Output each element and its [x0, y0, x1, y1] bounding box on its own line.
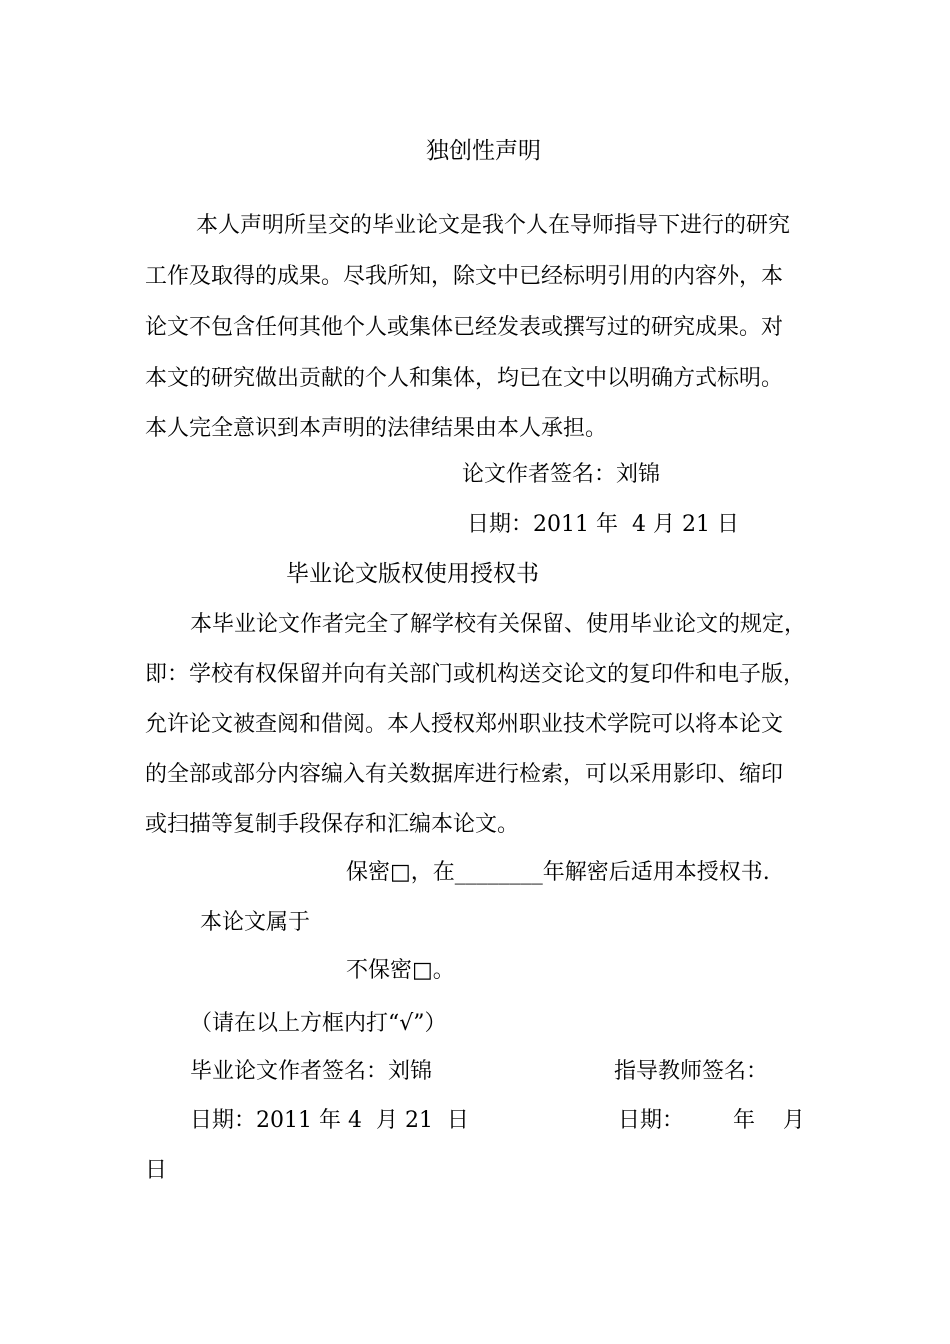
declaration-title: 独创性声明 [426, 138, 541, 164]
author-date: 日期：2011 年 4 月 21 日 [190, 1108, 469, 1133]
authorization-title: 毕业论文版权使用授权书 [286, 561, 539, 587]
checkbox-instruction: （请在以上方框内打“√”） [190, 1011, 447, 1036]
advisor-date-day: 日 [145, 1158, 168, 1183]
declaration-signature: 论文作者签名：刘锦 [462, 462, 661, 487]
advisor-signature: 指导教师签名： [614, 1059, 769, 1084]
declaration-line-2: 工作及取得的成果。尽我所知，除文中已经标明引用的内容外，本 [145, 264, 784, 289]
authorization-line-5: 或扫描等复制手段保存和汇编本论文。 [145, 812, 520, 837]
authorization-line-1: 本毕业论文作者完全了解学校有关保留、使用毕业论文的规定， [190, 612, 807, 637]
author-signature: 毕业论文作者签名：刘锦 [190, 1059, 433, 1084]
declaration-line-5: 本人完全意识到本声明的法律结果由本人承担。 [145, 416, 608, 441]
authorization-line-4: 的全部或部分内容编入有关数据库进行检索，可以采用影印、缩印 [145, 762, 784, 787]
advisor-date: 日期： 年 月 [618, 1108, 805, 1133]
authorization-line-3: 允许论文被查阅和借阅。本人授权郑州职业技术学院可以将本论文 [145, 712, 784, 737]
nonsecret-option: 不保密□。 [346, 958, 455, 983]
declaration-line-3: 论文不包含任何其他个人或集体已经发表或撰写过的研究成果。对 [145, 315, 784, 340]
belongs-label: 本论文属于 [200, 910, 311, 935]
declaration-date: 日期：2011 年 4 月 21 日 [467, 512, 739, 537]
secret-option: 保密□，在________年解密后适用本授权书. [346, 860, 770, 885]
declaration-line-1: 本人声明所呈交的毕业论文是我个人在导师指导下进行的研究 [196, 213, 791, 238]
declaration-line-4: 本文的研究做出贡献的个人和集体，均已在文中以明确方式标明。 [145, 366, 784, 391]
authorization-line-2: 即：学校有权保留并向有关部门或机构送交论文的复印件和电子版， [145, 662, 806, 687]
